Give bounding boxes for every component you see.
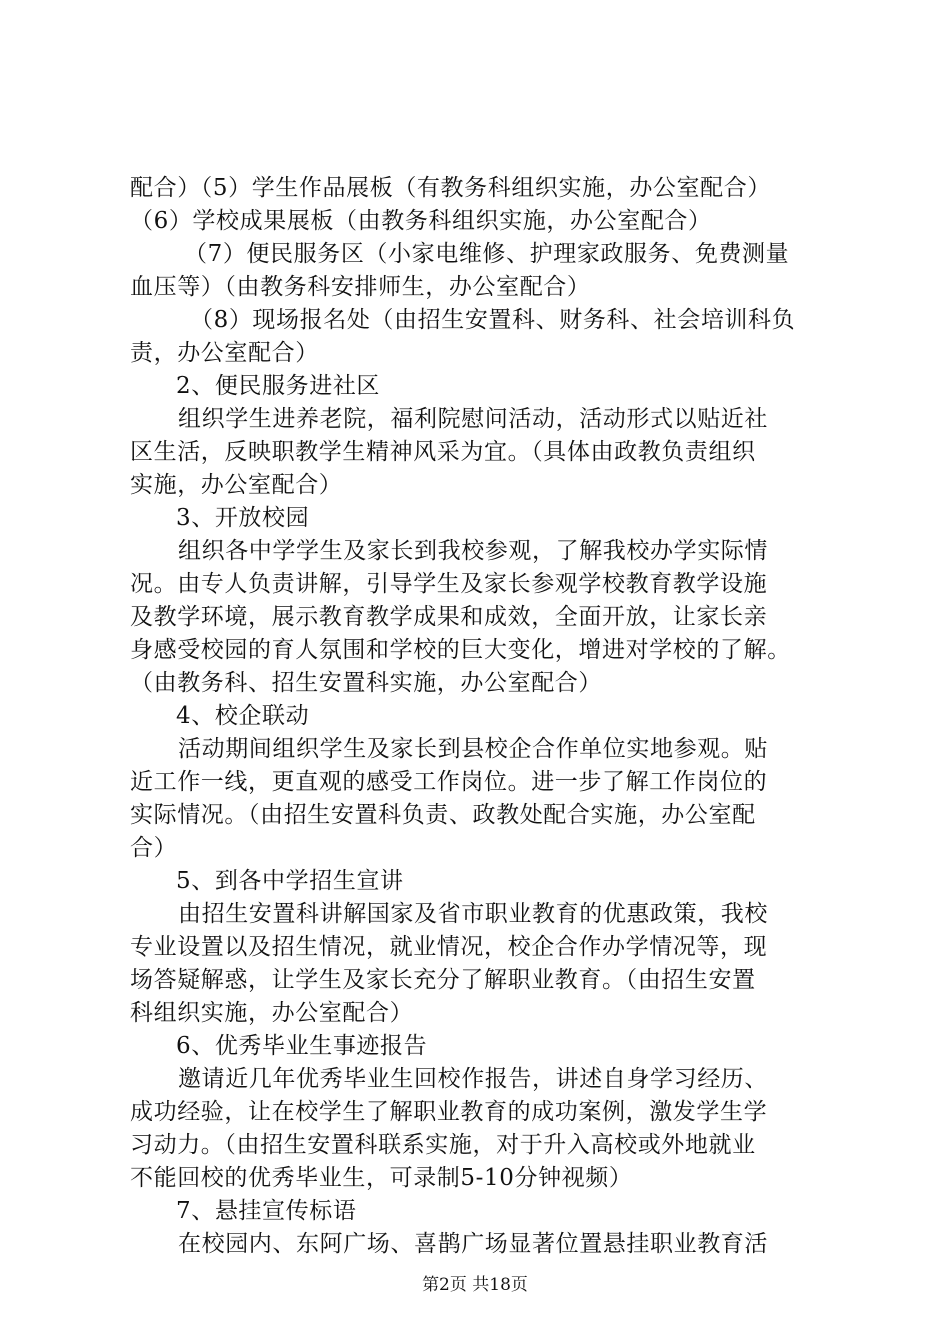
text-line: 专业设置以及招生情况，就业情况，校企合作办学情况等，现 <box>130 934 768 960</box>
text-line: 不能回校的优秀毕业生，可录制5-10分钟视频） <box>130 1165 633 1191</box>
text-line: 实施，办公室配合） <box>130 472 343 498</box>
text-line: 邀请近几年优秀毕业生回校作报告，讲述自身学习经历、 <box>178 1066 768 1092</box>
text-line: 区生活，反映职教学生精神风采为宜。（具体由政教负责组织 <box>130 439 756 465</box>
section-heading: 6、优秀毕业生事迹报告 <box>176 1033 428 1059</box>
text-line: 配合）（5）学生作品展板（有教务科组织实施，办公室配合） <box>130 175 771 201</box>
page-number-footer: 第2页 共18页 <box>422 1275 528 1295</box>
text-line: 组织各中学学生及家长到我校参观，了解我校办学实际情 <box>178 538 768 564</box>
section-heading: 3、开放校园 <box>176 505 310 531</box>
text-line: 血压等）（由教务科安排师生，办公室配合） <box>130 274 591 300</box>
text-line: 实际情况。（由招生安置科负责、政教处配合实施，办公室配 <box>130 802 756 828</box>
text-line: （8）现场报名处（由招生安置科、财务科、社会培训科负 <box>190 307 796 333</box>
text-line: 成功经验，让在校学生了解职业教育的成功案例，激发学生学 <box>130 1099 768 1125</box>
text-line: 组织学生进养老院，福利院慰问活动，活动形式以贴近社 <box>178 406 768 432</box>
section-heading: 4、校企联动 <box>176 703 310 729</box>
section-heading: 5、到各中学招生宣讲 <box>176 868 404 894</box>
section-heading: 2、便民服务进社区 <box>176 373 381 399</box>
text-line: （由教务科、招生安置科实施，办公室配合） <box>130 670 602 696</box>
text-line: 身感受校园的育人氛围和学校的巨大变化，增进对学校的了解。 <box>130 637 791 663</box>
text-line: （6）学校成果展板（由教务科组织实施，办公室配合） <box>130 208 712 234</box>
text-line: 习动力。（由招生安置科联系实施，对于升入高校或外地就业 <box>130 1132 756 1158</box>
text-line: 近工作一线，更直观的感受工作岗位。进一步了解工作岗位的 <box>130 769 768 795</box>
text-line: 合） <box>130 835 178 861</box>
text-line: 场答疑解惑，让学生及家长充分了解职业教育。（由招生安置 <box>130 967 756 993</box>
document-body <box>130 172 845 1261</box>
text-line: 科组织实施，办公室配合） <box>130 1000 414 1026</box>
text-line: 及教学环境，展示教育教学成果和成效，全面开放，让家长亲 <box>130 604 768 630</box>
text-line: 况。由专人负责讲解，引导学生及家长参观学校教育教学设施 <box>130 571 768 597</box>
text-line: 由招生安置科讲解国家及省市职业教育的优惠政策，我校 <box>178 901 768 927</box>
text-line: 活动期间组织学生及家长到县校企合作单位实地参观。贴 <box>178 736 768 762</box>
text-line: 责，办公室配合） <box>130 340 319 366</box>
section-heading: 7、悬挂宣传标语 <box>176 1198 357 1224</box>
text-line: 在校园内、东阿广场、喜鹊广场显著位置悬挂职业教育活 <box>178 1231 768 1257</box>
text-line: （7）便民服务区（小家电维修、护理家政服务、免费测量 <box>184 241 790 267</box>
